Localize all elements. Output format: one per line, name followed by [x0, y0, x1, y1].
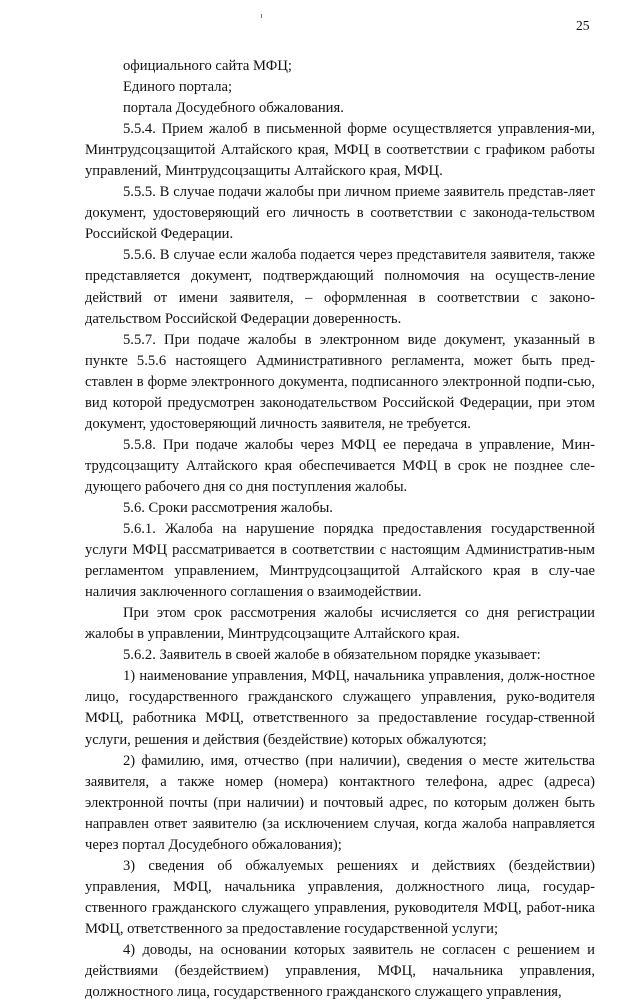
section-heading-5-6: 5.6. Сроки рассмотрения жалобы.	[123, 499, 333, 516]
paragraph: портала Досудебного обжалования.	[123, 100, 344, 117]
document-body	[85, 56, 595, 1003]
paragraph-5-5-6: 5.5.6. В случае если жалоба подается через представителя заявителя, также представляется документ, подтверждающий полномочия на осуществ-ление действий от имени заявителя, – оформленная в соответствии с законо-дательством Российской Федерации доверенность.	[85, 247, 595, 327]
scan-artifact	[261, 14, 262, 18]
page-number: 25	[576, 18, 590, 33]
list-item-2: 2) фамилию, имя, отчество (при наличии), сведения о месте жительства заявителя, а также номер (номера) контактного телефона, адрес (адреса) электронной почты (при наличии) и почтовый адрес, по которым должен быть направлен ответ заявителю (за исключением случая, когда жалоба направляется через портал Досудебного обжалования);	[85, 752, 595, 853]
paragraph-5-6-2: 5.6.2. Заявитель в своей жалобе в обязательном порядке указывает:	[123, 647, 541, 664]
list-item-3: 3) сведения об обжалуемых решениях и действиях (бездействии) управления, МФЦ, начальника управления, должностного лица, государ-ственного гражданского служащего управления, руководителя МФЦ, работ-ника МФЦ, ответственного за предоставление государственной услуги;	[85, 857, 595, 937]
paragraph-5-6-1: 5.6.1. Жалоба на нарушение порядка предоставления государственной услуги МФЦ рассматривается в соответствии с настоящим Административ-ным регламентом управлением, Минтрудсоцзащитой Алтайского края в слу-чае наличия заключенного соглашения о взаимодействии.	[85, 521, 595, 601]
paragraph-5-5-7: 5.5.7. При подаче жалобы в электронном виде документ, указанный в пункте 5.5.6 настоящего Административного регламента, может быть пред-ставлен в форме электронного документа, подписанного электронной подпи-сью, вид которой предусмотрен законодательством Российской Федерации, при этом документ, удостоверяющий личность заявителя, не требуется.	[85, 331, 595, 432]
paragraph: При этом срок рассмотрения жалобы исчисляется со дня регистрации жалобы в управлении, Минтрудсоцзащите Алтайского края.	[85, 605, 595, 643]
paragraph-5-5-8: 5.5.8. При подаче жалобы через МФЦ ее передача в управление, Мин-трудсоцзащиту Алтайского края обеспечивается МФЦ в срок не позднее сле-дующего рабочего дня со дня поступления жалобы.	[85, 436, 595, 495]
list-item-4: 4) доводы, на основании которых заявитель не согласен с решением и действиями (бездействием) управления, МФЦ, начальника управления, должностного лица, государственного гражданского служащего управления,	[85, 941, 595, 1001]
paragraph: официального сайта МФЦ;	[123, 58, 292, 74]
list-item-1: 1) наименование управления, МФЦ, начальника управления, долж-ностное лицо, государственного гражданского служащего управления, руко-водителя МФЦ, работника МФЦ, ответственного за предоставление государ-ственной услуги, решения и действия (бездействие) которых обжалуются;	[85, 668, 595, 748]
paragraph-5-5-5: 5.5.5. В случае подачи жалобы при личном приеме заявитель представ-ляет документ, удостоверяющий его личность в соответствии с законода-тельством Российской Федерации.	[85, 184, 595, 243]
paragraph-5-5-4: 5.5.4. Прием жалоб в письменной форме осуществляется управления-ми, Минтрудсоцзащитой Алтайского края, МФЦ в соответствии с графиком работы управлений, Минтрудсоцзащиты Алтайского края, МФЦ.	[85, 121, 595, 180]
paragraph: Единого портала;	[123, 79, 233, 96]
